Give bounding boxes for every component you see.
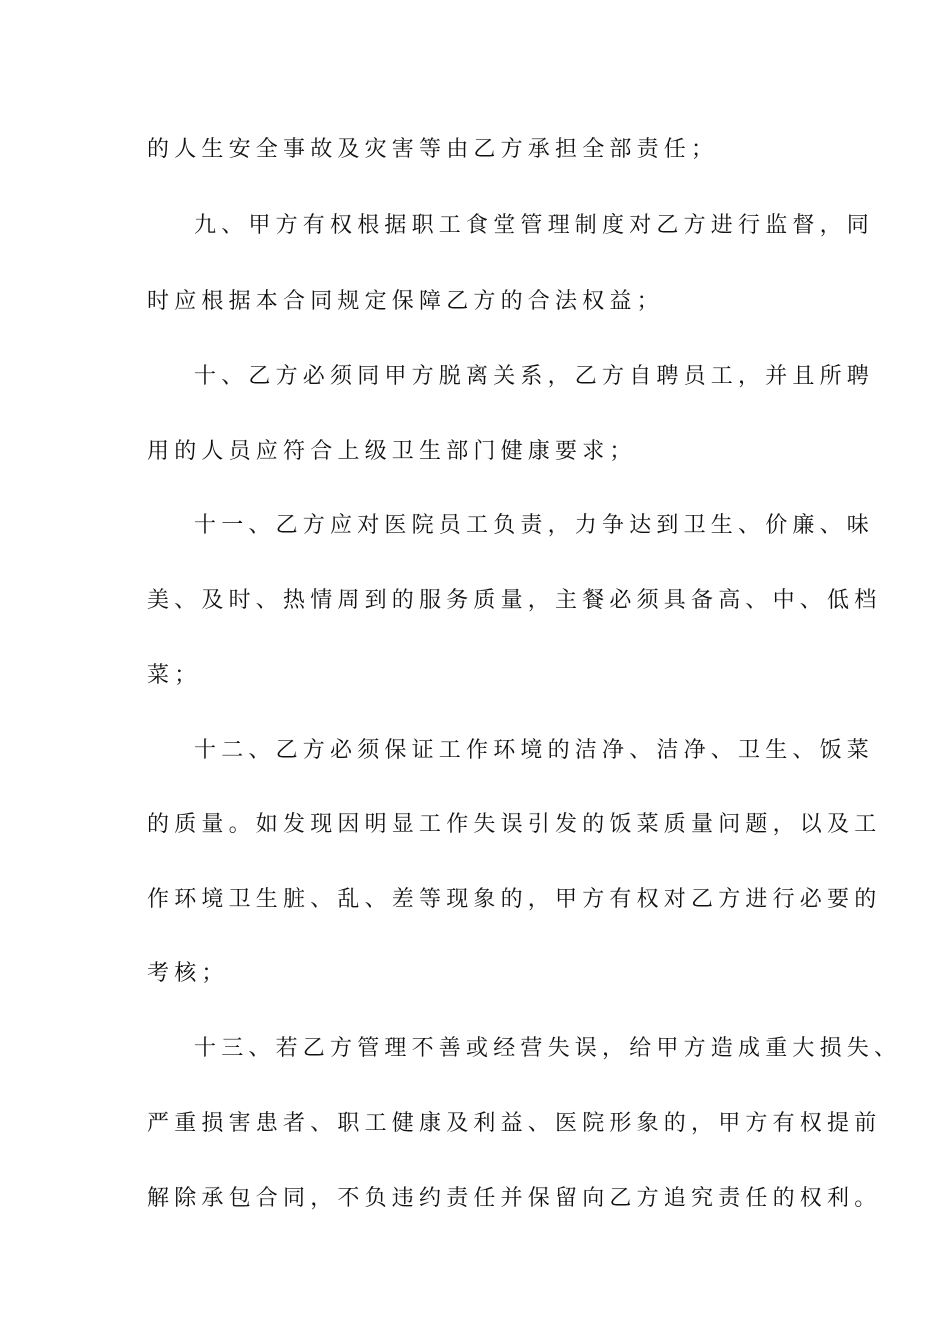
text-line: 考核； <box>147 961 229 986</box>
clause-11-line-1: 十一、乙方应对医院员工负责，力争达到卫生、价廉、味 <box>194 513 875 538</box>
text-line: 用的人员应符合上级卫生部门健康要求； <box>147 439 637 464</box>
text-line: 时应根据本合同规定保障乙方的合法权益； <box>147 289 664 314</box>
text-line: 解除承包合同，不负违约责任并保留向乙方追究责任的权利。 <box>147 1186 882 1211</box>
clause-13-line-1: 十三、若乙方管理不善或经营失误，给甲方造成重大损失、 <box>194 1036 902 1061</box>
text-line: 的人生安全事故及灾害等由乙方承担全部责任； <box>147 137 719 162</box>
text-line: 作环境卫生脏、乱、差等现象的，甲方有权对乙方进行必要的 <box>147 887 882 912</box>
text-line: 美、及时、热情周到的服务质量，主餐必须具备高、中、低档 <box>147 588 882 613</box>
clause-12-line-1: 十二、乙方必须保证工作环境的洁净、洁净、卫生、饭菜 <box>194 738 875 763</box>
text-line: 的质量。如发现因明显工作失误引发的饭菜质量问题，以及工 <box>147 812 882 837</box>
text-line: 菜； <box>147 663 202 688</box>
text-line: 严重损害患者、职工健康及利益、医院形象的，甲方有权提前 <box>147 1111 882 1136</box>
clause-10-line-1: 十、乙方必须同甲方脱离关系，乙方自聘员工，并且所聘 <box>194 364 875 389</box>
clause-9-line-1: 九、甲方有权根据职工食堂管理制度对乙方进行监督，同 <box>194 213 875 238</box>
